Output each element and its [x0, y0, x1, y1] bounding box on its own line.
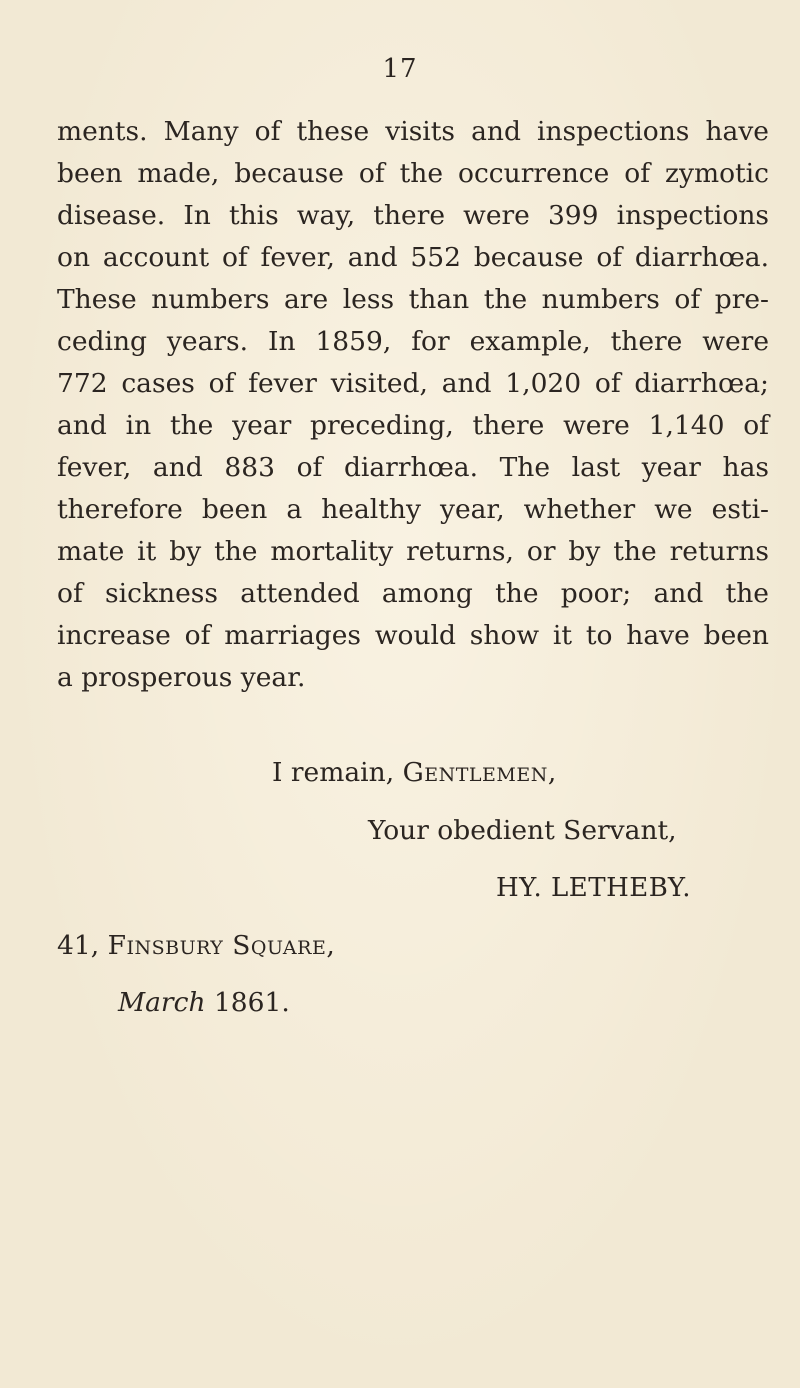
salutation-suffix: ,: [547, 757, 557, 788]
paragraph-line: of sickness attended among the poor; and the: [57, 578, 769, 609]
date-year: 1861.: [205, 987, 290, 1018]
paragraph-line: disease. In this way, there were 399 inspections: [57, 200, 769, 231]
salutation-name: Gentlemen: [402, 757, 548, 788]
paragraph-line: ments. Many of these visits and inspections have: [57, 116, 769, 147]
paragraph-line: on account of fever, and 552 because of diarrhœa.: [57, 242, 769, 273]
date-line: [118, 987, 290, 1018]
paragraph-line: mate it by the mortality returns, or by the returns: [57, 536, 769, 567]
paragraph-line: been made, because of the occurrence of zymotic: [57, 158, 769, 189]
address-suffix: ,: [326, 930, 335, 961]
page-number: 17: [382, 54, 418, 84]
paragraph-line: ceding years. In 1859, for example, there were: [57, 326, 769, 357]
paragraph-line: 772 cases of fever visited, and 1,020 of diarrhœa;: [57, 368, 769, 399]
date-month: March: [118, 987, 206, 1018]
paragraph-line: a prosperous year.: [57, 662, 306, 693]
address-street: Finsbury Square: [107, 930, 327, 961]
signature: HY. LETHEBY.: [496, 873, 691, 903]
paragraph-line: increase of marriages would show it to have been: [57, 620, 769, 651]
paragraph-line: and in the year preceding, there were 1,140 of: [57, 410, 769, 441]
salutation-prefix: I remain,: [272, 757, 403, 788]
paragraph-line: These numbers are less than the numbers of pre-: [57, 284, 769, 315]
address-line: [57, 930, 335, 961]
closing-salutation: [272, 757, 556, 788]
address-number: 41,: [57, 930, 108, 961]
paragraph-line: therefore been a healthy year, whether we esti-: [57, 494, 769, 525]
closing-servant-line: Your obedient Servant,: [368, 815, 677, 846]
paragraph-line: fever, and 883 of diarrhœa. The last year has: [57, 452, 769, 483]
body-paragraph: [57, 111, 769, 699]
